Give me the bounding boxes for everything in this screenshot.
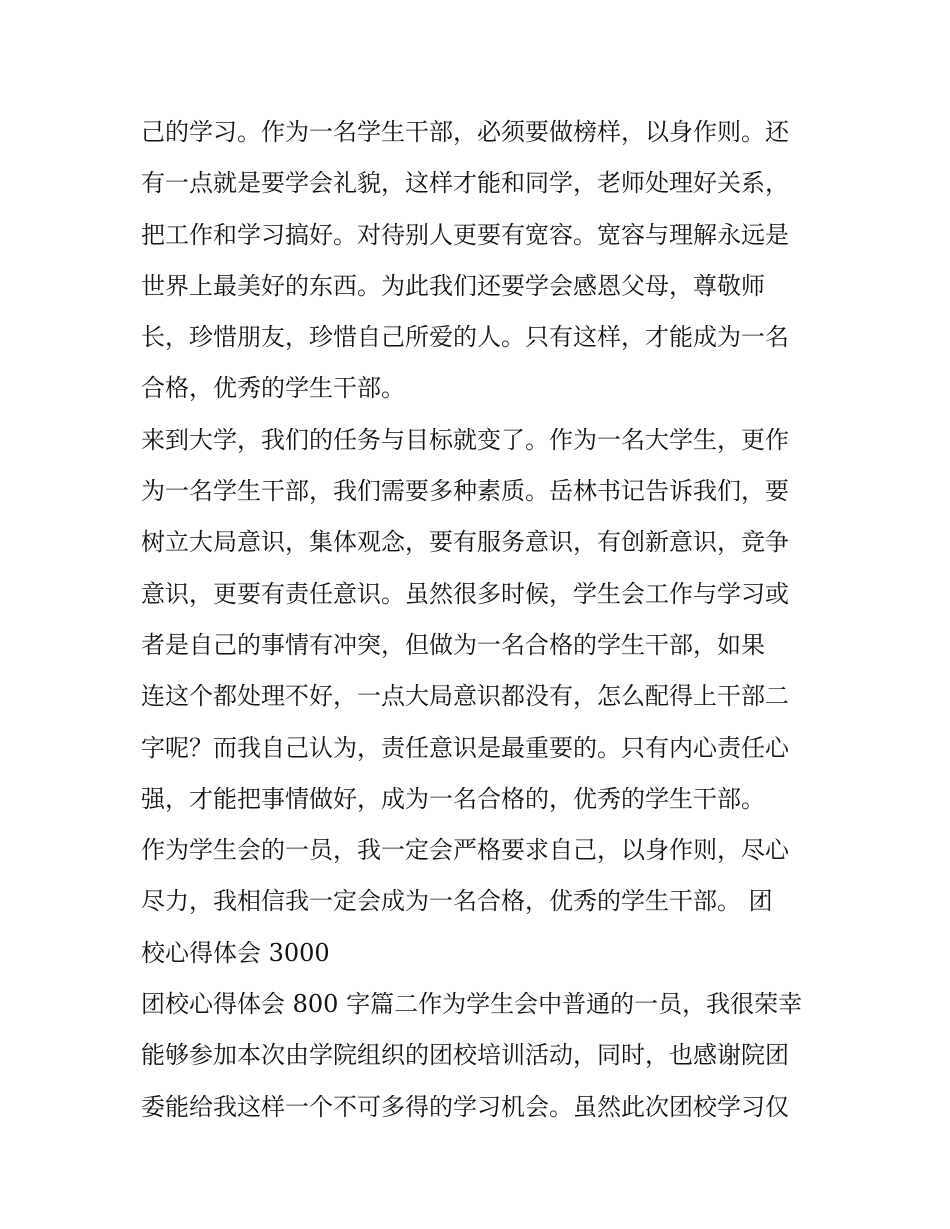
text-line: 为一名学生干部，我们需要多种素质。岳林书记告诉我们，要 <box>141 477 789 506</box>
text-line: 世界上最美好的东西。为此我们还要学会感恩父母，尊敬师 <box>141 271 765 300</box>
text-line: 来到大学，我们的任务与目标就变了。作为一名大学生，更作 <box>141 425 789 454</box>
text-line: 把工作和学习搞好。对待别人更要有宽容。宽容与理解永远是 <box>141 220 789 249</box>
text-line: 校心得体会 3000 <box>141 938 330 967</box>
text-line: 己的学习。作为一名学生干部，必须要做榜样，以身作则。还 <box>141 118 789 146</box>
text-line: 者是自己的事情有冲突，但做为一名合格的学生干部，如果 <box>141 630 765 659</box>
text-line: 意识，更要有责任意识。虽然很多时候，学生会工作与学习或 <box>141 579 789 608</box>
text-line: 连这个都处理不好，一点大局意识都没有，怎么配得上干部二 <box>141 682 789 711</box>
document-body <box>141 107 821 1133</box>
text-line: 合格，优秀的学生干部。 <box>141 374 405 403</box>
text-line: 长，珍惜朋友，珍惜自己所爱的人。只有这样，才能成为一名 <box>141 323 789 352</box>
text-line: 团校心得体会 800 字篇二作为学生会中普通的一员，我很荣幸 <box>141 990 803 1019</box>
text-line: 强，才能把事情做好，成为一名合格的，优秀的学生干部。 <box>141 784 765 813</box>
text-line: 委能给我这样一个不可多得的学习机会。虽然此次团校学习仅 <box>141 1092 789 1121</box>
text-line: 作为学生会的一员，我一定会严格要求自己，以身作则，尽心 <box>141 836 789 865</box>
text-line: 树立大局意识，集体观念，要有服务意识，有创新意识，竞争 <box>141 528 789 557</box>
text-line: 尽力，我相信我一定会成为一名合格，优秀的学生干部。 团 <box>141 887 773 916</box>
text-line: 能够参加本次由学院组织的团校培训活动，同时，也感谢院团 <box>141 1041 789 1070</box>
text-line: 字呢？而我自己认为，责任意识是最重要的。只有内心责任心 <box>141 733 789 762</box>
text-line: 有一点就是要学会礼貌，这样才能和同学，老师处理好关系， <box>141 169 789 198</box>
